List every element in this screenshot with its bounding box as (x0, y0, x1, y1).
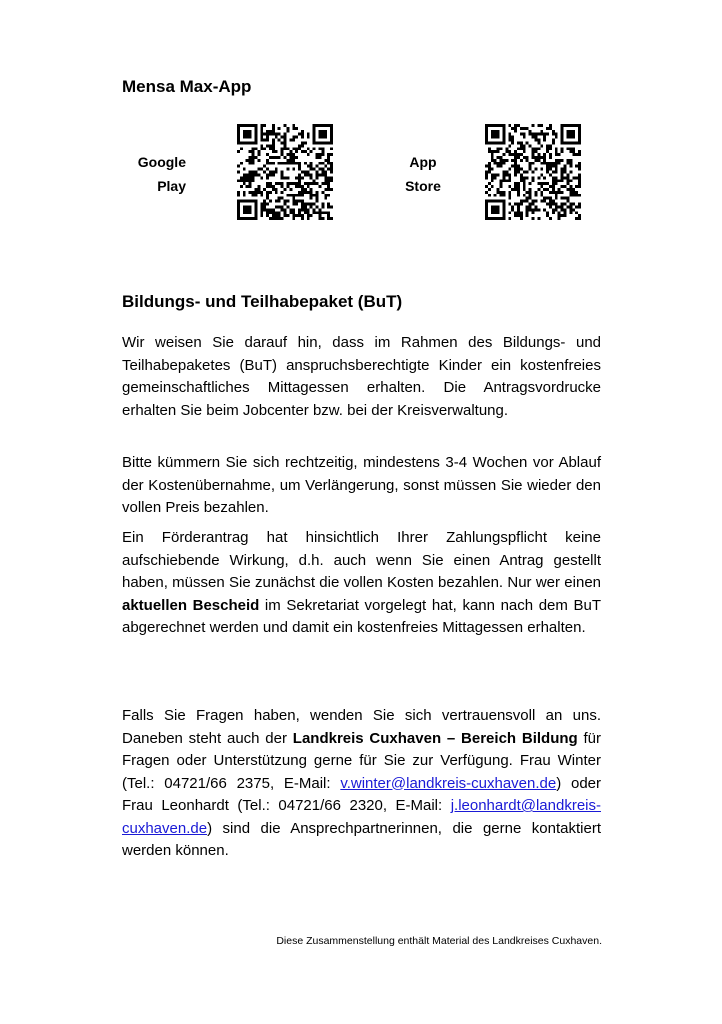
app-store-label-line1: App (409, 154, 437, 170)
app-store-label-line2: Store (405, 178, 441, 194)
contact-text-4: ) sind die Ansprechpartnerinnen, die gerne kontaktiert werden können. (122, 819, 601, 859)
google-play-label-line2: Play (157, 178, 186, 194)
google-play-qr-code[interactable] (237, 124, 333, 220)
app-heading: Mensa Max-App (122, 77, 252, 96)
email-link-leonhardt[interactable]: j.leonhardt@landkreis-cuxhaven.de (122, 797, 601, 837)
paragraph-payment (122, 527, 601, 640)
current-notice-emphasis: aktuellen Bescheid (122, 596, 260, 614)
but-heading: Bildungs- und Teilhabepaket (BuT) (122, 292, 403, 311)
contact-text-3: ) oder Frau Leonhardt (Tel.: 04721/66 2320, E-Mail: (122, 774, 601, 814)
footer-note: Diese Zusammenstellung enthält Material des Landkreises Cuxhaven. (276, 935, 602, 947)
email-link-winter[interactable]: v.winter@landkreis-cuxhaven.de (340, 774, 557, 792)
contact-text-2: für Fragen oder Unterstützung gerne für Sie zur Verfügung. Frau Winter (Tel.: 04721/66 2375, E-Mail: (122, 729, 601, 792)
google-play-label (136, 150, 186, 198)
paragraph-but-info: Wir weisen Sie darauf hin, dass im Rahmen des Bildungs- und Teilhabepaketes (BuT) anspruchsberechtigte Kinder ein kostenfreies gemeinschaftliches Mittagessen erhalten. Die Antragsvordrucke erhalten Sie beim Jobcenter bzw. bei der Kreisverwaltung. (122, 334, 601, 419)
contact-text-1: Falls Sie Fragen haben, wenden Sie sich vertrauensvoll an uns. Daneben steht auch der (122, 707, 601, 747)
paragraph-payment-text-2: im Sekretariat vorgelegt hat, kann nach dem BuT abgerechnet werden und damit ein kostenfreies Mittagessen erhalten. (122, 596, 601, 636)
paragraph-renewal: Bitte kümmern Sie sich rechtzeitig, mindestens 3-4 Wochen vor Ablauf der Kostenübernahme, um Verlängerung, sonst müssen Sie wieder den vollen Preis bezahlen. (122, 454, 601, 516)
landkreis-emphasis: Landkreis Cuxhaven – Bereich Bildung (292, 729, 578, 747)
app-store-label (401, 150, 445, 198)
paragraph-payment-text-1: Ein Förderantrag hat hinsichtlich Ihrer Zahlungspflicht keine aufschiebende Wirkung, d.h. auch wenn Sie einen Antrag gestellt haben, müssen Sie zunächst die vollen Kosten bezahlen. Nur wer einen (122, 529, 601, 591)
app-store-qr-code[interactable] (485, 124, 581, 220)
paragraph-contact (122, 705, 601, 863)
google-play-label-line1: Google (137, 154, 186, 170)
